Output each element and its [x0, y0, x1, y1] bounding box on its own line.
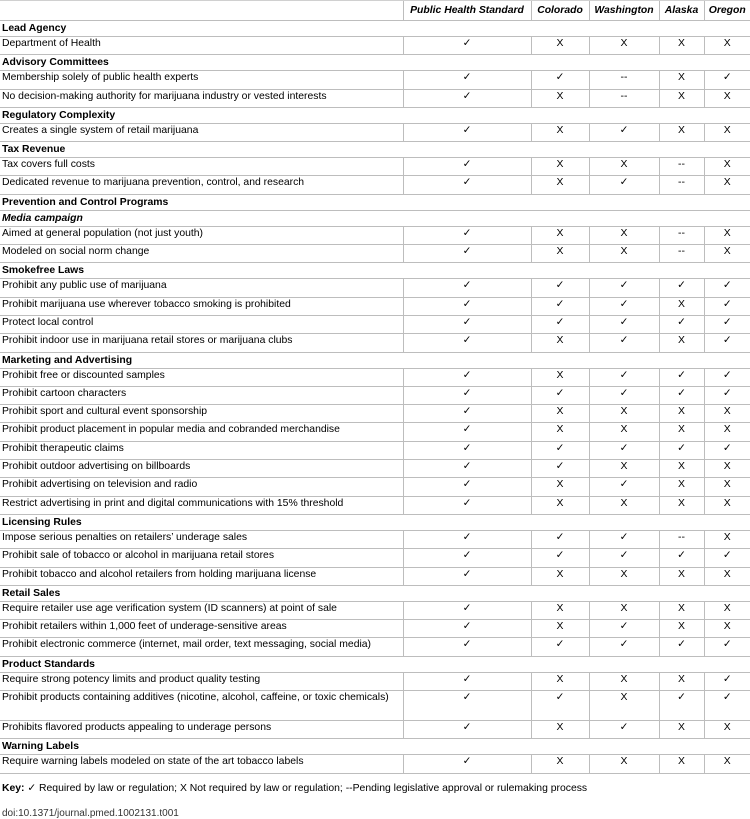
cell-washington: X	[589, 37, 659, 55]
cell-colorado: X	[531, 496, 589, 514]
table-row	[0, 441, 750, 459]
cell-washington: --	[589, 71, 659, 89]
cell-washington: ✓	[589, 297, 659, 315]
row-label: Prohibit therapeutic claims	[0, 441, 403, 459]
section-heading: Licensing Rules	[0, 514, 750, 530]
cell-washington: X	[589, 460, 659, 478]
cell-oregon: ✓	[704, 315, 750, 333]
cell-alaska: ✓	[659, 368, 704, 386]
cell-washington: ✓	[589, 638, 659, 656]
row-label: Modeled on social norm change	[0, 245, 403, 263]
cell-public-health-standard: ✓	[403, 297, 531, 315]
cell-colorado: ✓	[531, 691, 589, 721]
cell-colorado: X	[531, 755, 589, 773]
row-label: Prohibits flavored products appealing to underage persons	[0, 721, 403, 739]
cell-washington: X	[589, 496, 659, 514]
section-heading-row	[0, 263, 750, 279]
cell-alaska: X	[659, 755, 704, 773]
cell-washington: X	[589, 567, 659, 585]
cell-oregon: X	[704, 601, 750, 619]
row-label: Prohibit products containing additives (nicotine, alcohol, caffeine, or toxic chemicals)	[0, 691, 403, 721]
row-label: Prohibit electronic commerce (internet, mail order, text messaging, social media)	[0, 638, 403, 656]
row-label: Require strong potency limits and product quality testing	[0, 672, 403, 690]
cell-colorado: X	[531, 245, 589, 263]
cell-oregon: X	[704, 158, 750, 176]
cell-public-health-standard: ✓	[403, 755, 531, 773]
cell-colorado: X	[531, 176, 589, 194]
table-row	[0, 601, 750, 619]
cell-alaska: X	[659, 37, 704, 55]
cell-colorado: ✓	[531, 441, 589, 459]
cell-colorado: ✓	[531, 530, 589, 548]
doi-text: doi:10.1371/journal.pmed.1002131.t001	[2, 807, 179, 819]
cell-oregon: ✓	[704, 368, 750, 386]
cell-public-health-standard: ✓	[403, 405, 531, 423]
cell-alaska: --	[659, 158, 704, 176]
cell-public-health-standard: ✓	[403, 71, 531, 89]
cell-washington: X	[589, 245, 659, 263]
row-label: Prohibit marijuana use wherever tobacco smoking is prohibited	[0, 297, 403, 315]
row-label: Require retailer use age verification system (ID scanners) at point of sale	[0, 601, 403, 619]
cell-colorado: ✓	[531, 386, 589, 404]
row-label: No decision-making authority for marijuana industry or vested interests	[0, 89, 403, 107]
cell-colorado: X	[531, 368, 589, 386]
cell-oregon: X	[704, 226, 750, 244]
cell-washington: ✓	[589, 368, 659, 386]
cell-oregon: X	[704, 530, 750, 548]
cell-colorado: X	[531, 672, 589, 690]
cell-oregon: ✓	[704, 386, 750, 404]
table-row	[0, 672, 750, 690]
section-heading: Marketing and Advertising	[0, 352, 750, 368]
cell-public-health-standard: ✓	[403, 37, 531, 55]
table-header-row	[0, 1, 750, 21]
cell-colorado: X	[531, 37, 589, 55]
cell-washington: ✓	[589, 279, 659, 297]
cell-alaska: X	[659, 672, 704, 690]
row-label: Prohibit indoor use in marijuana retail stores or marijuana clubs	[0, 334, 403, 352]
cell-alaska: ✓	[659, 691, 704, 721]
cell-oregon: ✓	[704, 297, 750, 315]
cell-oregon: X	[704, 37, 750, 55]
table-row	[0, 496, 750, 514]
section-heading-row	[0, 194, 750, 210]
cell-oregon: X	[704, 755, 750, 773]
section-heading-row	[0, 656, 750, 672]
cell-alaska: --	[659, 530, 704, 548]
cell-colorado: X	[531, 123, 589, 141]
table-row	[0, 123, 750, 141]
table-row	[0, 334, 750, 352]
cell-public-health-standard: ✓	[403, 567, 531, 585]
cell-public-health-standard: ✓	[403, 478, 531, 496]
cell-oregon: ✓	[704, 691, 750, 721]
cell-washington: X	[589, 755, 659, 773]
cell-colorado: ✓	[531, 460, 589, 478]
section-heading-row	[0, 107, 750, 123]
cell-washington: X	[589, 158, 659, 176]
header-public-health-standard: Public Health Standard	[403, 1, 531, 21]
table-row	[0, 638, 750, 656]
subsection-heading: Media campaign	[0, 210, 750, 226]
table-row	[0, 37, 750, 55]
row-label: Creates a single system of retail marijuana	[0, 123, 403, 141]
cell-oregon: X	[704, 245, 750, 263]
cell-alaska: X	[659, 721, 704, 739]
section-heading: Smokefree Laws	[0, 263, 750, 279]
cell-washington: X	[589, 405, 659, 423]
section-heading-row	[0, 352, 750, 368]
header-alaska: Alaska	[659, 1, 704, 21]
table-row	[0, 478, 750, 496]
section-heading: Retail Sales	[0, 585, 750, 601]
section-heading: Lead Agency	[0, 21, 750, 37]
cell-colorado: X	[531, 423, 589, 441]
cell-washington: ✓	[589, 123, 659, 141]
cell-colorado: ✓	[531, 315, 589, 333]
cell-public-health-standard: ✓	[403, 721, 531, 739]
key-text: ✓ Required by law or regulation; X Not required by law or regulation; --Pending legislative approval or rulemaking process	[24, 782, 588, 794]
subsection-heading-row	[0, 210, 750, 226]
cell-oregon: X	[704, 89, 750, 107]
table-row	[0, 226, 750, 244]
cell-public-health-standard: ✓	[403, 279, 531, 297]
section-heading: Advisory Committees	[0, 55, 750, 71]
cell-washington: X	[589, 423, 659, 441]
key-label: Key:	[2, 782, 25, 794]
cell-washington: ✓	[589, 176, 659, 194]
cell-public-health-standard: ✓	[403, 691, 531, 721]
row-label: Tax covers full costs	[0, 158, 403, 176]
cell-alaska: X	[659, 567, 704, 585]
row-label: Prohibit sport and cultural event sponsorship	[0, 405, 403, 423]
cell-colorado: X	[531, 721, 589, 739]
row-label: Prohibit outdoor advertising on billboards	[0, 460, 403, 478]
cell-public-health-standard: ✓	[403, 530, 531, 548]
cell-alaska: --	[659, 176, 704, 194]
row-label: Impose serious penalties on retailers’ underage sales	[0, 530, 403, 548]
cell-public-health-standard: ✓	[403, 123, 531, 141]
cell-public-health-standard: ✓	[403, 334, 531, 352]
row-label: Prohibit free or discounted samples	[0, 368, 403, 386]
cell-public-health-standard: ✓	[403, 460, 531, 478]
cell-oregon: ✓	[704, 672, 750, 690]
cell-oregon: ✓	[704, 334, 750, 352]
row-label: Prohibit any public use of marijuana	[0, 279, 403, 297]
table-row	[0, 721, 750, 739]
section-heading-row	[0, 55, 750, 71]
cell-alaska: ✓	[659, 315, 704, 333]
header-oregon: Oregon	[704, 1, 750, 21]
section-heading-row	[0, 514, 750, 530]
cell-colorado: ✓	[531, 549, 589, 567]
cell-washington: X	[589, 601, 659, 619]
cell-alaska: --	[659, 226, 704, 244]
cell-colorado: X	[531, 620, 589, 638]
table-row	[0, 567, 750, 585]
cell-public-health-standard: ✓	[403, 496, 531, 514]
table-body	[0, 21, 750, 774]
section-heading: Tax Revenue	[0, 142, 750, 158]
cell-public-health-standard: ✓	[403, 423, 531, 441]
cell-oregon: X	[704, 405, 750, 423]
section-heading: Prevention and Control Programs	[0, 194, 750, 210]
cell-oregon: X	[704, 460, 750, 478]
cell-colorado: ✓	[531, 297, 589, 315]
table-key	[0, 782, 750, 796]
table-row	[0, 386, 750, 404]
header-colorado: Colorado	[531, 1, 589, 21]
cell-alaska: ✓	[659, 638, 704, 656]
cell-colorado: X	[531, 158, 589, 176]
row-label: Prohibit advertising on television and radio	[0, 478, 403, 496]
row-label: Membership solely of public health experts	[0, 71, 403, 89]
cell-colorado: ✓	[531, 71, 589, 89]
section-heading-row	[0, 21, 750, 37]
cell-colorado: ✓	[531, 638, 589, 656]
section-heading-row	[0, 142, 750, 158]
row-label: Department of Health	[0, 37, 403, 55]
cell-alaska: X	[659, 297, 704, 315]
cell-oregon: X	[704, 620, 750, 638]
cell-oregon: X	[704, 423, 750, 441]
row-label: Restrict advertising in print and digital communications with 15% threshold	[0, 496, 403, 514]
row-label: Prohibit cartoon characters	[0, 386, 403, 404]
cell-public-health-standard: ✓	[403, 245, 531, 263]
cell-washington: ✓	[589, 721, 659, 739]
row-label: Aimed at general population (not just youth)	[0, 226, 403, 244]
cell-washington: ✓	[589, 315, 659, 333]
cell-alaska: X	[659, 89, 704, 107]
table-row	[0, 89, 750, 107]
cell-alaska: X	[659, 423, 704, 441]
table-row	[0, 691, 750, 721]
table-row	[0, 158, 750, 176]
row-label: Dedicated revenue to marijuana prevention, control, and research	[0, 176, 403, 194]
cell-public-health-standard: ✓	[403, 158, 531, 176]
row-label: Prohibit sale of tobacco or alcohol in marijuana retail stores	[0, 549, 403, 567]
cell-alaska: X	[659, 620, 704, 638]
cell-washington: ✓	[589, 386, 659, 404]
cell-public-health-standard: ✓	[403, 672, 531, 690]
table-row	[0, 530, 750, 548]
cell-oregon: ✓	[704, 441, 750, 459]
cell-washington: ✓	[589, 478, 659, 496]
cell-public-health-standard: ✓	[403, 441, 531, 459]
cell-alaska: ✓	[659, 549, 704, 567]
cell-washington: ✓	[589, 441, 659, 459]
row-label: Prohibit tobacco and alcohol retailers from holding marijuana license	[0, 567, 403, 585]
table-row	[0, 315, 750, 333]
section-heading-row	[0, 585, 750, 601]
row-label: Prohibit retailers within 1,000 feet of underage-sensitive areas	[0, 620, 403, 638]
cell-alaska: X	[659, 123, 704, 141]
cell-colorado: ✓	[531, 279, 589, 297]
cell-washington: X	[589, 672, 659, 690]
cell-oregon: X	[704, 567, 750, 585]
cell-alaska: X	[659, 460, 704, 478]
cell-washington: ✓	[589, 530, 659, 548]
cell-washington: X	[589, 226, 659, 244]
table-row	[0, 460, 750, 478]
table-row	[0, 297, 750, 315]
cell-alaska: X	[659, 478, 704, 496]
header-washington: Washington	[589, 1, 659, 21]
cell-washington: ✓	[589, 334, 659, 352]
table-row	[0, 549, 750, 567]
cell-public-health-standard: ✓	[403, 601, 531, 619]
table-row	[0, 755, 750, 773]
table-row	[0, 245, 750, 263]
row-label: Require warning labels modeled on state of the art tobacco labels	[0, 755, 403, 773]
table-row	[0, 368, 750, 386]
cell-washington: ✓	[589, 620, 659, 638]
cell-oregon: ✓	[704, 549, 750, 567]
cell-public-health-standard: ✓	[403, 386, 531, 404]
cell-alaska: X	[659, 71, 704, 89]
table-row	[0, 620, 750, 638]
cell-alaska: X	[659, 601, 704, 619]
section-heading: Regulatory Complexity	[0, 107, 750, 123]
cell-washington: ✓	[589, 549, 659, 567]
row-label: Protect local control	[0, 315, 403, 333]
cell-oregon: X	[704, 721, 750, 739]
cell-washington: X	[589, 691, 659, 721]
cell-public-health-standard: ✓	[403, 315, 531, 333]
table-row	[0, 405, 750, 423]
cell-colorado: X	[531, 567, 589, 585]
cell-oregon: ✓	[704, 279, 750, 297]
cell-public-health-standard: ✓	[403, 89, 531, 107]
cell-public-health-standard: ✓	[403, 368, 531, 386]
cell-colorado: X	[531, 334, 589, 352]
cell-alaska: ✓	[659, 279, 704, 297]
cell-alaska: X	[659, 334, 704, 352]
table-row	[0, 279, 750, 297]
cell-public-health-standard: ✓	[403, 549, 531, 567]
table-row	[0, 176, 750, 194]
table-row	[0, 423, 750, 441]
cell-colorado: X	[531, 405, 589, 423]
cell-public-health-standard: ✓	[403, 176, 531, 194]
section-heading: Warning Labels	[0, 739, 750, 755]
cell-alaska: --	[659, 245, 704, 263]
cell-colorado: X	[531, 478, 589, 496]
cell-colorado: X	[531, 601, 589, 619]
cell-colorado: X	[531, 89, 589, 107]
cell-oregon: X	[704, 496, 750, 514]
cell-public-health-standard: ✓	[403, 226, 531, 244]
cell-oregon: X	[704, 176, 750, 194]
cell-washington: --	[589, 89, 659, 107]
cell-oregon: X	[704, 478, 750, 496]
row-label: Prohibit product placement in popular media and cobranded merchandise	[0, 423, 403, 441]
section-heading: Product Standards	[0, 656, 750, 672]
table-row	[0, 71, 750, 89]
cell-alaska: X	[659, 405, 704, 423]
header-blank	[0, 1, 403, 21]
cell-colorado: X	[531, 226, 589, 244]
section-heading-row	[0, 739, 750, 755]
cell-alaska: ✓	[659, 386, 704, 404]
cell-alaska: ✓	[659, 441, 704, 459]
cell-public-health-standard: ✓	[403, 638, 531, 656]
cell-public-health-standard: ✓	[403, 620, 531, 638]
cell-oregon: X	[704, 123, 750, 141]
cell-alaska: X	[659, 496, 704, 514]
cell-oregon: ✓	[704, 71, 750, 89]
cell-oregon: ✓	[704, 638, 750, 656]
